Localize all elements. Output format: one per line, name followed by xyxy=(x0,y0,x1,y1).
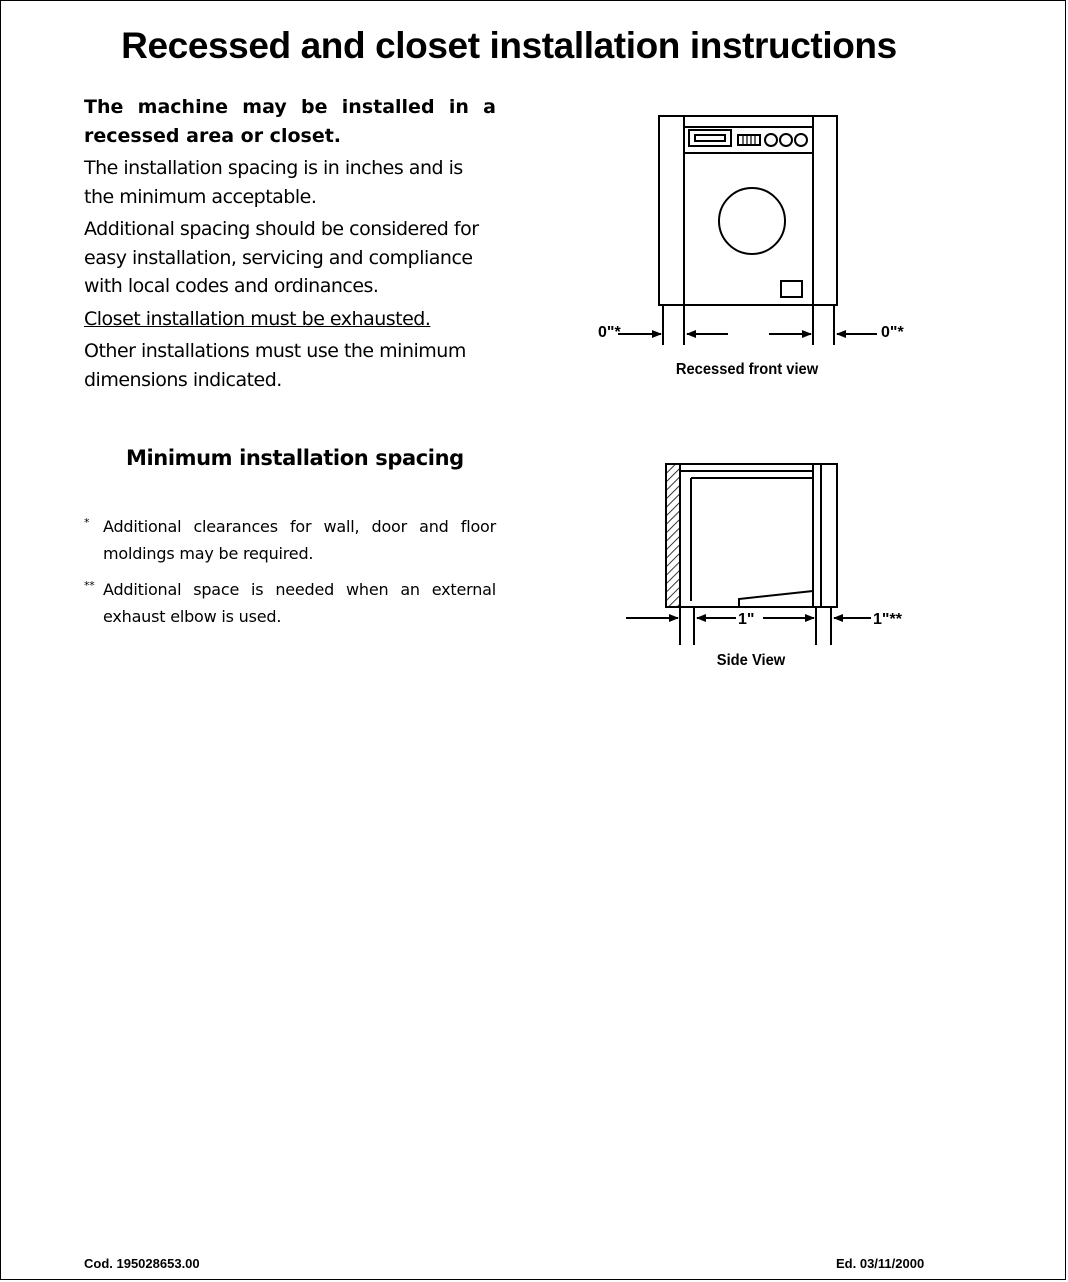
closet-exhaust-note: Closet installation must be exhausted. xyxy=(84,307,431,330)
intro-paragraph-spacing: The installation spacing is in inches and is the minimum acceptable. xyxy=(84,157,463,208)
side-rear-clearance: 1" xyxy=(738,611,755,628)
intro-paragraph-additional: Additional spacing should be considered for easy installation, servicing and compliance with local codes and ordinances. xyxy=(84,218,479,297)
document-code: Cod. 195028653.00 xyxy=(84,1256,200,1271)
filter-hatch xyxy=(781,281,802,297)
intro-lead: The machine may be installed in a recessed area or closet. xyxy=(84,96,496,147)
side-view-caption: Side View xyxy=(716,652,786,669)
spacing-heading: Minimum installation spacing xyxy=(126,446,464,470)
installation-diagrams xyxy=(1,1,1067,1281)
front-view-caption: Recessed front view xyxy=(675,361,819,378)
right-wall xyxy=(813,116,837,305)
knob-icon xyxy=(795,134,807,146)
front-view-diagram xyxy=(618,116,877,345)
knob-icon xyxy=(765,134,777,146)
left-wall xyxy=(659,116,684,305)
footnote-text: Additional clearances for wall, door and floor moldings may be required. xyxy=(103,517,496,563)
front-right-clearance: 0"* xyxy=(881,324,904,341)
door-porthole xyxy=(719,188,785,254)
control-buttons-icon xyxy=(738,135,760,145)
rear-wall xyxy=(666,464,680,607)
edition-date: Ed. 03/11/2000 xyxy=(836,1256,925,1271)
front-left-clearance: 0"* xyxy=(598,324,621,341)
intro-closing: Other installations must use the minimum dimensions indicated. xyxy=(84,340,466,391)
footnote-mark: * xyxy=(84,516,90,529)
side-front-clearance: 1"** xyxy=(873,611,902,628)
footnote-text: Additional space is needed when an external exhaust elbow is used. xyxy=(103,580,496,626)
knob-icon xyxy=(780,134,792,146)
page-title: Recessed and closet installation instructions xyxy=(121,25,897,66)
footnote-mark: ** xyxy=(84,579,95,592)
